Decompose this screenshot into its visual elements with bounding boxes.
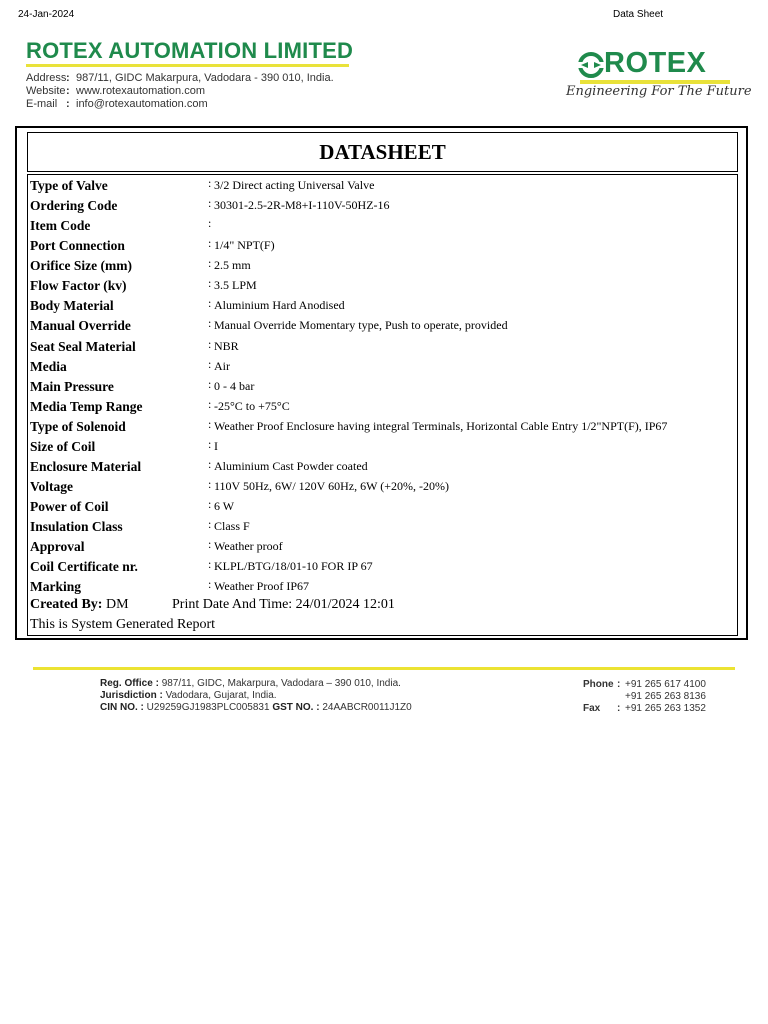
spec-label: Main Pressure [30, 379, 114, 394]
spec-value: 6 W [214, 499, 235, 513]
cin-value: U29259GJ1983PLC005831 [146, 702, 270, 713]
spec-label: Port Connection [30, 238, 125, 253]
spec-label: Size of Coil [30, 439, 96, 454]
website-label: Website [26, 85, 66, 97]
spec-separator: : [208, 296, 212, 310]
spec-separator: : [208, 417, 212, 431]
email-link[interactable]: info@rotexautomation.com [76, 98, 208, 110]
fax-line: Fax : +91 265 263 1352 [583, 703, 706, 714]
email-label: E-mail [26, 98, 58, 110]
reg-office-value: 987/11, GIDC, Makarpura, Vadodara – 390 010, India. [161, 678, 401, 689]
spec-label: Insulation Class [30, 519, 123, 534]
phone-value-2: +91 265 263 8136 [625, 691, 706, 702]
spec-separator: : [208, 216, 212, 230]
spec-separator: : [208, 517, 212, 531]
created-by-line [30, 597, 129, 613]
spec-label: Media [30, 359, 67, 374]
reg-office-line [100, 678, 401, 690]
logo-wordmark: ROTEX [604, 47, 707, 79]
cin-gst-line [100, 702, 412, 714]
spec-value: Weather Proof Enclosure having integral Terminals, Horizontal Cable Entry 1/2"NPT(F), IP67 [214, 419, 668, 433]
gst-value: 24AABCR0011J1Z0 [322, 702, 412, 713]
company-name: ROTEX AUTOMATION LIMITED [26, 38, 354, 63]
address-label: Address [26, 72, 67, 84]
cin-label: CIN NO. : [100, 702, 144, 713]
datasheet-title-box [27, 132, 738, 172]
spec-separator: : [208, 256, 212, 270]
print-date: 24-Jan-2024 [18, 9, 75, 20]
spec-value: Weather Proof IP67 [214, 579, 310, 593]
system-note: This is System Generated Report [30, 617, 216, 632]
datasheet-title: DATASHEET [319, 140, 446, 164]
created-by-label: Created By: [30, 597, 103, 612]
phone-line-2 [583, 691, 706, 703]
print-title: Data Sheet [613, 9, 664, 20]
spec-value: 0 - 4 bar [214, 379, 255, 393]
spec-separator: : [208, 477, 212, 491]
spec-label: Coil Certificate nr. [30, 559, 138, 574]
spec-label: Item Code [30, 218, 91, 233]
spec-label: Power of Coil [30, 499, 109, 514]
spec-separator: : [208, 357, 212, 371]
spec-value: KLPL/BTG/18/01-10 FOR IP 67 [214, 559, 373, 573]
phone-line-1: Phone : +91 265 617 4100 [583, 679, 706, 690]
spec-separator: : [208, 497, 212, 511]
spec-label: Type of Solenoid [30, 419, 126, 434]
phone-value-1: +91 265 617 4100 [625, 679, 706, 690]
spec-value: 3.5 LPM [214, 278, 257, 292]
footer-rule [33, 667, 735, 670]
spec-label: Manual Override [30, 318, 131, 333]
fax-value: +91 265 263 1352 [625, 703, 706, 714]
spec-value: Aluminium Hard Anodised [214, 298, 345, 312]
spec-label: Voltage [30, 479, 73, 494]
spec-separator: : [208, 236, 212, 250]
spec-separator: : [208, 377, 212, 391]
spec-value: Air [214, 359, 230, 373]
spec-separator: : [208, 437, 212, 451]
spec-value: 110V 50Hz, 6W/ 120V 60Hz, 6W (+20%, -20%) [214, 479, 449, 493]
spec-label: Ordering Code [30, 198, 118, 213]
spec-value: -25°C to +75°C [214, 399, 290, 413]
spec-label: Approval [30, 539, 85, 554]
print-datetime: Print Date And Time: 24/01/2024 12:01 [172, 597, 395, 612]
spec-value: 3/2 Direct acting Universal Valve [214, 178, 375, 192]
spec-value: Class F [214, 519, 250, 533]
spec-label: Enclosure Material [30, 459, 142, 474]
spec-separator: : [208, 457, 212, 471]
spec-value: Manual Override Momentary type, Push to operate, provided [214, 318, 508, 332]
gst-label: GST NO. : [272, 702, 320, 713]
spec-value: 2.5 mm [214, 258, 251, 272]
spec-separator: : [208, 316, 212, 330]
spec-label: Seat Seal Material [30, 339, 136, 354]
rotex-mark-icon [578, 52, 604, 78]
logo-tagline: Engineering For The Future [566, 84, 752, 99]
spec-value: Aluminium Cast Powder coated [214, 459, 368, 473]
phone-label: Phone [583, 679, 614, 690]
spec-value: Weather proof [214, 539, 283, 553]
spec-separator: : [208, 577, 212, 591]
jurisdiction-label: Jurisdiction : [100, 690, 163, 701]
spec-separator: : [208, 276, 212, 290]
reg-office-label: Reg. Office : [100, 678, 159, 689]
spec-label: Body Material [30, 298, 114, 313]
spec-separator: : [208, 196, 212, 210]
spec-separator: : [208, 337, 212, 351]
created-by-value: DM [105, 597, 129, 612]
spec-label: Marking [30, 579, 82, 594]
email-line: E-mail : info@rotexautomation.com [26, 98, 208, 110]
fax-label: Fax [583, 703, 601, 714]
jurisdiction-line [100, 690, 277, 702]
website-link[interactable]: www.rotexautomation.com [76, 85, 205, 97]
spec-label: Media Temp Range [30, 399, 143, 414]
spec-label: Flow Factor (kv) [30, 278, 127, 293]
spec-separator: : [208, 397, 212, 411]
address-value: 987/11, GIDC Makarpura, Vadodara - 390 010, India. [76, 72, 334, 84]
spec-label: Type of Valve [30, 178, 108, 193]
spec-value: 30301-2.5-2R-M8+I-110V-50HZ-16 [214, 198, 390, 212]
jurisdiction-value: Vadodara, Gujarat, India. [165, 690, 277, 701]
spec-value: I [214, 439, 218, 453]
spec-label: Orifice Size (mm) [30, 258, 132, 273]
spec-value: 1/4" NPT(F) [214, 238, 275, 252]
rotex-logo [566, 44, 752, 106]
spec-separator: : [208, 176, 212, 190]
website-line: Website: www.rotexautomation.com [26, 85, 205, 97]
spec-separator: : [208, 557, 212, 571]
address-line: Address: 987/11, GIDC Makarpura, Vadodara - 390 010, India. [26, 72, 334, 84]
spec-value: NBR [214, 339, 239, 353]
spec-separator: : [208, 537, 212, 551]
company-underline [26, 64, 349, 67]
